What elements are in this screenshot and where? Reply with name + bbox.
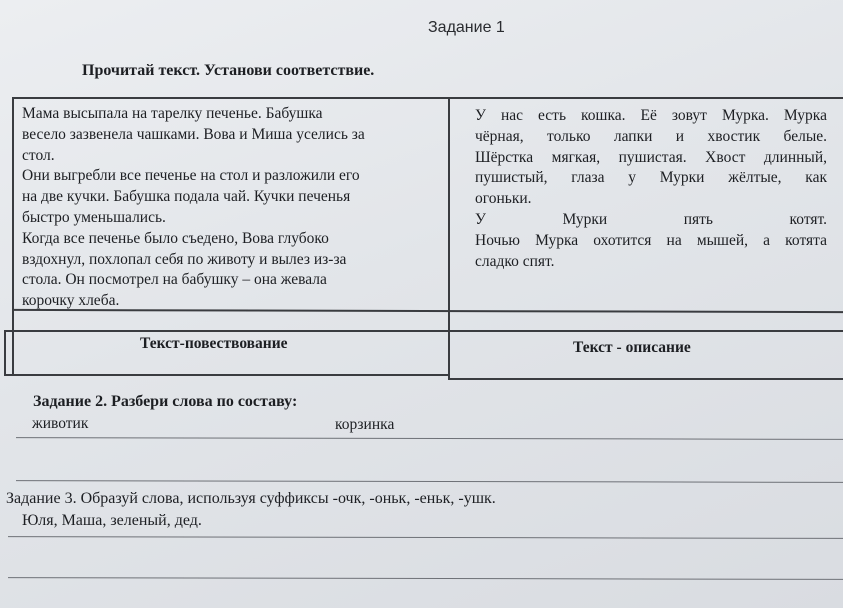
description-line: огоньки. [475,190,532,208]
description-line: Ночью Мурка охотится на мышей, а котята [475,231,827,249]
table-divider [448,97,450,379]
narrative-text [22,104,442,312]
header-narrative: Текст-повествование [140,335,288,352]
description-text [475,106,827,272]
answer-line-1 [16,437,843,440]
description-line: сладко спят. [475,252,555,270]
header-description: Текст - описание [573,339,691,356]
table-border-top [12,97,843,99]
table-bottom-right [448,378,843,380]
description-line: У Мурки пять котят. [475,210,827,228]
description-line: пушистый, глаза у Мурки жёлтые, как [475,169,827,187]
task3-words: Юля, Маша, зеленый, дед. [22,512,202,529]
task1-title: Задание 1 [428,19,505,36]
table-border-left [12,97,14,375]
task1-instruction: Прочитай текст. Установи соответствие. [82,62,375,79]
description-line: Шёрстка мягкая, пушистая. Хвост длинный, [475,148,827,166]
task2-title: Задание 2. Разбери слова по составу: [33,393,298,410]
answer-line-2 [16,480,843,483]
task3-title: Задание 3. Образуй слова, используя суффиксы -очк, -оньк, -еньк, -ушк. [6,490,496,507]
table-header-left [4,330,6,374]
description-line: чёрная, только лапки и хвостик белые. [475,127,827,145]
table-bottom-left [4,374,448,376]
narrative-line: Они выгребли все печенье на стол и разложили его [22,167,360,185]
description-line: У нас есть кошка. Её зовут Мурка. Мурка [475,107,827,124]
table-header-top [4,330,843,332]
narrative-line: стола. Он посмотрел на бабушку – она жевала [22,271,327,289]
narrative-line: вздохнул, похлопал себя по животу и вылез из-за [22,250,347,268]
narrative-line: корочку хлеба. [22,292,120,310]
task2-word-2: корзинка [335,416,395,433]
narrative-line: Мама высыпала на тарелку печенье. Бабушка [22,105,323,122]
answer-line-4 [8,577,843,580]
narrative-line: быстро уменьшались. [22,208,166,226]
narrative-line: стол. [22,146,55,164]
answer-line-3 [8,536,843,539]
narrative-line: Когда все печенье было съедено, Вова глубоко [22,229,329,247]
task2-word-1: животик [32,415,89,432]
narrative-line: на две кучки. Бабушка подала чай. Кучки печенья [22,188,351,206]
narrative-line: весело зазвенела чашками. Вова и Миша уселись за [22,125,365,143]
